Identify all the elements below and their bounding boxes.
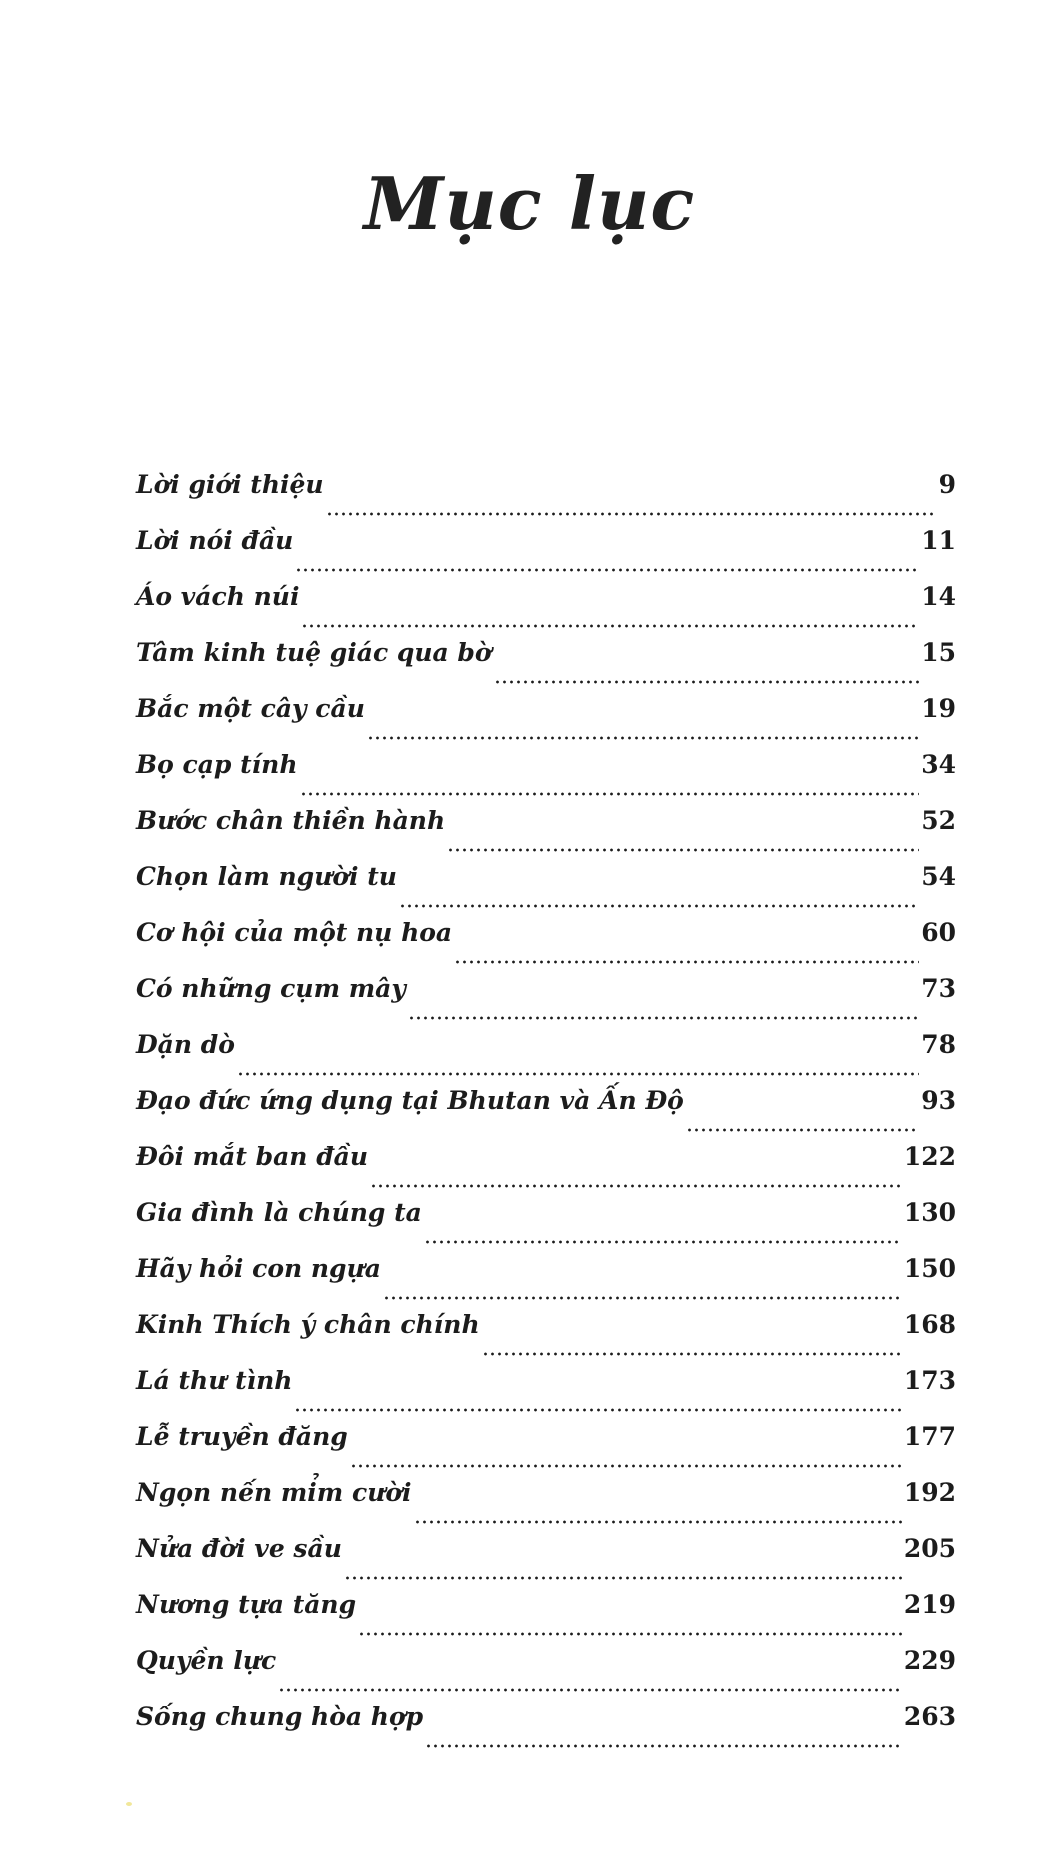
- toc-entry-title: Bắc một cây cầu: [136, 694, 365, 723]
- toc-entry-14[interactable]: [136, 1198, 956, 1254]
- toc-entry-2[interactable]: [136, 526, 956, 582]
- toc-entry-22[interactable]: [136, 1646, 956, 1702]
- toc-entry-title: Sống chung hòa hợp: [136, 1702, 424, 1731]
- toc-entry-9[interactable]: [136, 918, 956, 974]
- toc-page-number: 229: [903, 1646, 956, 1675]
- toc-entry-title: Dặn dò: [136, 1030, 235, 1059]
- toc-page-number: 78: [921, 1030, 956, 1059]
- dot-leader: [237, 1072, 919, 1076]
- toc-entry-title: Lễ truyền đăng: [136, 1422, 348, 1451]
- toc-page-number: 177: [903, 1422, 956, 1451]
- dot-leader: [370, 1184, 902, 1188]
- toc-entry-title: Lời giới thiệu: [136, 470, 324, 499]
- dot-leader: [447, 848, 919, 852]
- toc-entry-title: Cơ hội của một nụ hoa: [136, 918, 453, 947]
- dot-leader: [482, 1352, 902, 1356]
- toc-entry-title: Đôi mắt ban đầu: [136, 1142, 369, 1171]
- toc-page-number: 19: [921, 694, 956, 723]
- dot-leader: [300, 792, 920, 796]
- toc-entry-1[interactable]: [136, 470, 956, 526]
- toc-entry-23[interactable]: [136, 1702, 956, 1758]
- table-of-contents: [136, 470, 956, 1758]
- toc-entry-16[interactable]: [136, 1310, 956, 1366]
- toc-entry-title: Bước chân thiền hành: [136, 806, 446, 835]
- dot-leader: [383, 1296, 902, 1300]
- toc-entry-19[interactable]: [136, 1478, 956, 1534]
- dot-leader: [301, 624, 919, 628]
- dot-leader: [424, 1240, 902, 1244]
- dot-leader: [399, 904, 919, 908]
- dot-leader: [358, 1632, 902, 1636]
- toc-entry-13[interactable]: [136, 1142, 956, 1198]
- toc-page-number: 34: [921, 750, 956, 779]
- toc-page-number: 9: [938, 470, 956, 499]
- toc-page-number: 205: [903, 1534, 956, 1563]
- toc-entry-title: Áo vách núi: [136, 582, 300, 611]
- toc-page-number: 173: [903, 1366, 956, 1395]
- toc-entry-title: Ngọn nến mỉm cười: [136, 1478, 412, 1507]
- dot-leader: [686, 1128, 919, 1132]
- toc-entry-title: Đạo đức ứng dụng tại Bhutan và Ấn Độ: [136, 1086, 684, 1115]
- toc-entry-title: Lời nói đầu: [136, 526, 294, 555]
- dot-leader: [414, 1520, 902, 1524]
- toc-entry-10[interactable]: [136, 974, 956, 1030]
- dot-leader: [425, 1744, 902, 1748]
- dot-leader: [278, 1688, 902, 1692]
- toc-entry-title: Gia đình là chúng ta: [136, 1198, 422, 1227]
- toc-page-number: 11: [921, 526, 956, 555]
- toc-page-number: 263: [903, 1702, 956, 1731]
- toc-entry-7[interactable]: [136, 806, 956, 862]
- toc-page-number: 60: [921, 918, 956, 947]
- toc-entry-title: Quyền lực: [136, 1646, 277, 1675]
- dot-leader: [295, 568, 919, 572]
- toc-page-number: 73: [921, 974, 956, 1003]
- dot-leader: [367, 736, 919, 740]
- toc-entry-title: Có những cụm mây: [136, 974, 406, 1003]
- toc-entry-title: Tâm kinh tuệ giác qua bờ: [136, 638, 492, 667]
- toc-page-number: 15: [921, 638, 956, 667]
- dot-leader: [454, 960, 919, 964]
- dot-leader: [326, 512, 937, 516]
- toc-page-number: 14: [921, 582, 956, 611]
- page-title: Mục lục: [363, 161, 696, 246]
- toc-entry-title: Hãy hỏi con ngựa: [136, 1254, 381, 1283]
- toc-page-number: 168: [903, 1310, 956, 1339]
- toc-entry-title: Nương tựa tăng: [136, 1590, 357, 1619]
- toc-entry-title: Kinh Thích ý chân chính: [136, 1310, 480, 1339]
- toc-entry-12[interactable]: [136, 1086, 956, 1142]
- toc-entry-5[interactable]: [136, 694, 956, 750]
- dot-leader: [350, 1464, 902, 1468]
- dot-leader: [294, 1408, 901, 1412]
- toc-page-number: 54: [921, 862, 956, 891]
- toc-page-number: 192: [903, 1478, 956, 1507]
- toc-entry-15[interactable]: [136, 1254, 956, 1310]
- toc-page-number: 150: [903, 1254, 956, 1283]
- toc-entry-21[interactable]: [136, 1590, 956, 1646]
- toc-entry-4[interactable]: [136, 638, 956, 694]
- toc-page-number: 130: [903, 1198, 956, 1227]
- toc-entry-17[interactable]: [136, 1366, 956, 1422]
- toc-entry-title: Chọn làm người tu: [136, 862, 397, 891]
- dot-leader: [494, 680, 920, 684]
- toc-entry-title: Bọ cạp tính: [136, 750, 298, 779]
- toc-page-number: 52: [921, 806, 956, 835]
- toc-page-number: 93: [921, 1086, 956, 1115]
- toc-entry-20[interactable]: [136, 1534, 956, 1590]
- toc-entry-title: Nửa đời ve sầu: [136, 1534, 342, 1563]
- toc-entry-8[interactable]: [136, 862, 956, 918]
- dot-leader: [408, 1016, 919, 1020]
- toc-page-number: 122: [903, 1142, 956, 1171]
- toc-entry-11[interactable]: [136, 1030, 956, 1086]
- toc-entry-18[interactable]: [136, 1422, 956, 1478]
- toc-page-number: 219: [903, 1590, 956, 1619]
- paper-speck: [126, 1802, 132, 1806]
- toc-entry-6[interactable]: [136, 750, 956, 806]
- toc-entry-title: Lá thư tình: [136, 1366, 293, 1395]
- dot-leader: [344, 1576, 902, 1580]
- toc-entry-3[interactable]: [136, 582, 956, 638]
